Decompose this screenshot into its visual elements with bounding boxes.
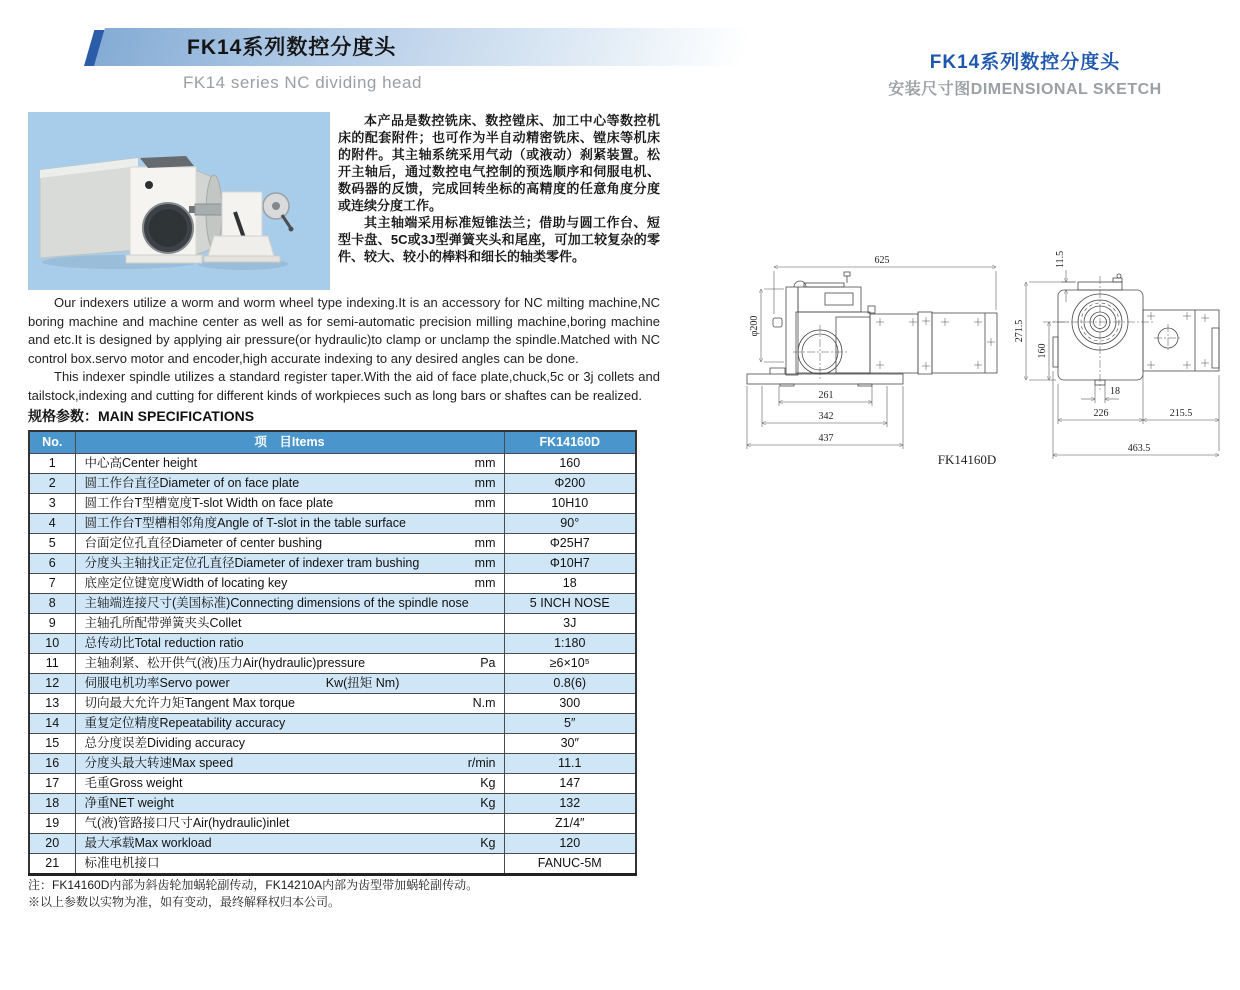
chinese-paragraph-1: 本产品是数控铣床、数控镗床、加工中心等数控机床的配套附件；也可作为半自动精密铣床、镗床等机床的附件。其主轴系统采用气动（或液动）刹紧装置。松开主轴后，通过数控电气控制的预选顺序和伺服电机、数码器的反馈，完成回转坐标的高精度的任意角度分度或连续分度工作。: [338, 113, 660, 213]
dim-label-215-5: 215.5: [1169, 408, 1193, 419]
row-value: 5″: [504, 714, 636, 734]
row-item-cell: [75, 554, 504, 574]
row-item-label: 分度头最大转速Max speed: [84, 755, 234, 770]
row-item-label: 台面定位孔直径Diameter of center bushing: [84, 535, 323, 550]
row-item-cell: [75, 454, 504, 474]
row-number: 11: [29, 654, 75, 674]
dimensional-sketch-side-view: [730, 242, 1020, 477]
row-value: 1:180: [504, 634, 636, 654]
row-value: 120: [504, 834, 636, 854]
row-number: 13: [29, 694, 75, 714]
dim-label-261: 261: [818, 390, 834, 401]
row-number: 7: [29, 574, 75, 594]
row-unit-label: Kg: [480, 775, 496, 790]
footnotes: [28, 877, 478, 911]
row-value: 300: [504, 694, 636, 714]
row-number: 3: [29, 494, 75, 514]
row-number: 18: [29, 794, 75, 814]
dim-label-160: 160: [1037, 343, 1048, 359]
column-header-model: FK14160D: [504, 431, 636, 454]
footnote-1: 注：FK14160D内部为斜齿轮加蜗轮副传动，FK14210A内部为齿型带加蜗轮副传动。: [28, 878, 479, 892]
table-row: [29, 534, 636, 554]
table-row: [29, 634, 636, 654]
table-row: [29, 814, 636, 834]
english-description: [28, 294, 660, 405]
dim-label-625: 625: [874, 255, 890, 266]
dim-label-18: 18: [1110, 386, 1120, 397]
row-unit-label: mm: [474, 535, 496, 550]
row-number: 2: [29, 474, 75, 494]
row-unit-label: mm: [474, 555, 496, 570]
row-item-label: 重复定位精度Repeatability accuracy: [84, 715, 286, 730]
row-item-label: 总分度误差Dividing accuracy: [84, 735, 245, 750]
row-number: 14: [29, 714, 75, 734]
row-value: 18: [504, 574, 636, 594]
row-unit-label: Kg: [480, 795, 496, 810]
chinese-description: [338, 112, 660, 265]
table-row: [29, 714, 636, 734]
row-unit-label: Kg: [480, 835, 496, 850]
row-item-label: 净重NET weight: [84, 795, 174, 810]
specs-section-title: 规格参数：MAIN SPECIFICATIONS: [28, 408, 255, 424]
table-row: [29, 834, 636, 854]
row-item-cell: [75, 674, 504, 694]
row-value: 132: [504, 794, 636, 814]
row-value: 3J: [504, 614, 636, 634]
row-item-cell: [75, 654, 504, 674]
row-number: 12: [29, 674, 75, 694]
row-number: 19: [29, 814, 75, 834]
row-number: 9: [29, 614, 75, 634]
row-number: 6: [29, 554, 75, 574]
row-item-cell: [75, 714, 504, 734]
row-number: 15: [29, 734, 75, 754]
row-number: 8: [29, 594, 75, 614]
drawing-model-label: FK14160D: [937, 452, 997, 467]
table-row: [29, 474, 636, 494]
row-value: Φ10H7: [504, 554, 636, 574]
row-item-label: 圆工作台直径Diameter of on face plate: [84, 475, 300, 490]
footnote-2: ※以上参数以实物为准，如有变动，最终解释权归本公司。: [28, 895, 341, 909]
row-value: 11.1: [504, 754, 636, 774]
table-row: [29, 574, 636, 594]
row-number: 4: [29, 514, 75, 534]
title-banner: [84, 28, 744, 66]
table-row: [29, 854, 636, 875]
table-row: [29, 734, 636, 754]
product-photo: [28, 112, 330, 290]
row-item-cell: [75, 614, 504, 634]
row-item-label: 最大承载Max workload: [84, 835, 212, 850]
row-number: 21: [29, 854, 75, 875]
row-item-cell: [75, 754, 504, 774]
row-unit-label: mm: [474, 475, 496, 490]
row-item-cell: [75, 854, 504, 875]
row-item-cell: [75, 814, 504, 834]
table-row: [29, 674, 636, 694]
page-subtitle: FK14 series NC dividing head: [183, 73, 422, 92]
sketch-subtitle: 安装尺寸图DIMENSIONAL SKETCH: [888, 81, 1162, 98]
table-row: [29, 614, 636, 634]
row-value: Z1/4″: [504, 814, 636, 834]
dim-label-342: 342: [818, 411, 834, 422]
row-number: 10: [29, 634, 75, 654]
row-item-label: 圆工作台T型槽宽度T-slot Width on face plate: [84, 495, 334, 510]
row-number: 5: [29, 534, 75, 554]
spec-table-body: [29, 454, 636, 875]
row-value: 147: [504, 774, 636, 794]
table-row: [29, 454, 636, 474]
row-value: 90°: [504, 514, 636, 534]
table-row: [29, 594, 636, 614]
row-item-cell: [75, 774, 504, 794]
english-paragraph-1: Our indexers utilize a worm and worm wheel type indexing.It is an accessory for NC milting machine,NC boring machine and machine center as well as for semi-automatic precision milling machine,boring machine and etc.It is designed by applying air pressure(or hydraulic)to clamp or unclamp the spindle.Matched with NC control box.servo motor and encoder,high accurate indexing to any desired angles can be done.: [28, 295, 660, 366]
row-item-label: 主轴孔所配带弹簧夹头Collet: [84, 615, 242, 630]
row-item-cell: [75, 794, 504, 814]
dim-label-271-5: 271.5: [1014, 319, 1025, 343]
table-row: [29, 794, 636, 814]
dim-label-phi200: φ200: [749, 315, 760, 337]
row-value: Φ200: [504, 474, 636, 494]
row-item-label: 分度头主轴找正定位孔直径Diameter of indexer tram bushing: [84, 555, 420, 570]
row-item-cell: [75, 494, 504, 514]
row-item-cell: [75, 514, 504, 534]
page-title: FK14系列数控分度头: [187, 36, 397, 59]
dim-label-463-5: 463.5: [1127, 443, 1151, 454]
row-value: Φ25H7: [504, 534, 636, 554]
row-item-label: 圆工作台T型槽相邻角度Angle of T-slot in the table surface: [84, 515, 406, 530]
row-item-cell: [75, 574, 504, 594]
row-item-label: 主轴端连接尺寸(美国标准)Connecting dimensions of the spindle nose: [84, 595, 469, 610]
row-value: ≥6×10⁵: [504, 654, 636, 674]
dimensional-sketch-front-view: [1013, 238, 1240, 486]
row-item-label: 标准电机接口: [84, 855, 160, 870]
row-unit-label: r/min: [467, 755, 496, 770]
sketch-title: FK14系列数控分度头: [929, 52, 1121, 73]
table-row: [29, 514, 636, 534]
row-item-label: 主轴刹紧、松开供气(液)压力Air(hydraulic)pressure: [84, 655, 366, 670]
table-header-row: [29, 431, 636, 454]
column-header-no: No.: [29, 431, 75, 454]
row-unit-label: mm: [474, 455, 496, 470]
row-item-cell: [75, 594, 504, 614]
dim-label-11-5: 11.5: [1055, 250, 1066, 268]
row-value: 160: [504, 454, 636, 474]
dim-label-437: 437: [818, 433, 834, 444]
dividing-head-photo-illustration: [28, 112, 330, 290]
row-item-cell: [75, 534, 504, 554]
row-value: 30″: [504, 734, 636, 754]
row-item-label: 中心高Center height: [84, 455, 198, 470]
row-number: 20: [29, 834, 75, 854]
specifications-table: [28, 430, 637, 876]
row-value: FANUC-5M: [504, 854, 636, 875]
chinese-paragraph-2: 其主轴端采用标准短锥法兰；借助与圆工作台、短型卡盘、5C或3J型弹簧夹头和尾座，可加工较复杂的零件、较大、较小的棒料和细长的轴类零件。: [338, 215, 660, 264]
row-unit-label: N.m: [472, 695, 496, 710]
english-paragraph-2: This indexer spindle utilizes a standard register taper.With the aid of face plate,chuck,5c or 3j collets and tailstock,indexing and cutting for different kinds of workpieces such as long bars or shaftes can be realized.: [28, 369, 660, 403]
column-header-items: 项 目Items: [75, 431, 504, 454]
row-unit-label: mm: [474, 495, 496, 510]
row-item-label: 毛重Gross weight: [84, 775, 183, 790]
table-row: [29, 554, 636, 574]
row-unit-label: mm: [474, 575, 496, 590]
table-row: [29, 654, 636, 674]
row-value: 0.8(6): [504, 674, 636, 694]
row-unit-label: Pa: [480, 655, 496, 670]
row-item-cell: [75, 634, 504, 654]
row-item-label: 底座定位键宽度Width of locating key: [84, 575, 288, 590]
row-item-label: 切向最大允许力矩Tangent Max torque: [84, 695, 295, 710]
row-number: 16: [29, 754, 75, 774]
row-item-cell: [75, 694, 504, 714]
row-item-cell: [75, 834, 504, 854]
row-item-mid-label: Kw(扭矩 Nm): [325, 675, 400, 690]
row-item-cell: [75, 474, 504, 494]
table-row: [29, 754, 636, 774]
row-number: 17: [29, 774, 75, 794]
row-item-cell: [75, 734, 504, 754]
row-number: 1: [29, 454, 75, 474]
dim-label-226: 226: [1093, 408, 1109, 419]
row-item-label: 气(液)管路接口尺寸Air(hydraulic)inlet: [84, 815, 290, 830]
table-row: [29, 494, 636, 514]
table-row: [29, 774, 636, 794]
row-item-label: 伺服电机功率Servo power: [84, 675, 230, 690]
table-row: [29, 694, 636, 714]
row-value: 10H10: [504, 494, 636, 514]
row-item-label: 总传动比Total reduction ratio: [84, 635, 244, 650]
row-value: 5 INCH NOSE: [504, 594, 636, 614]
